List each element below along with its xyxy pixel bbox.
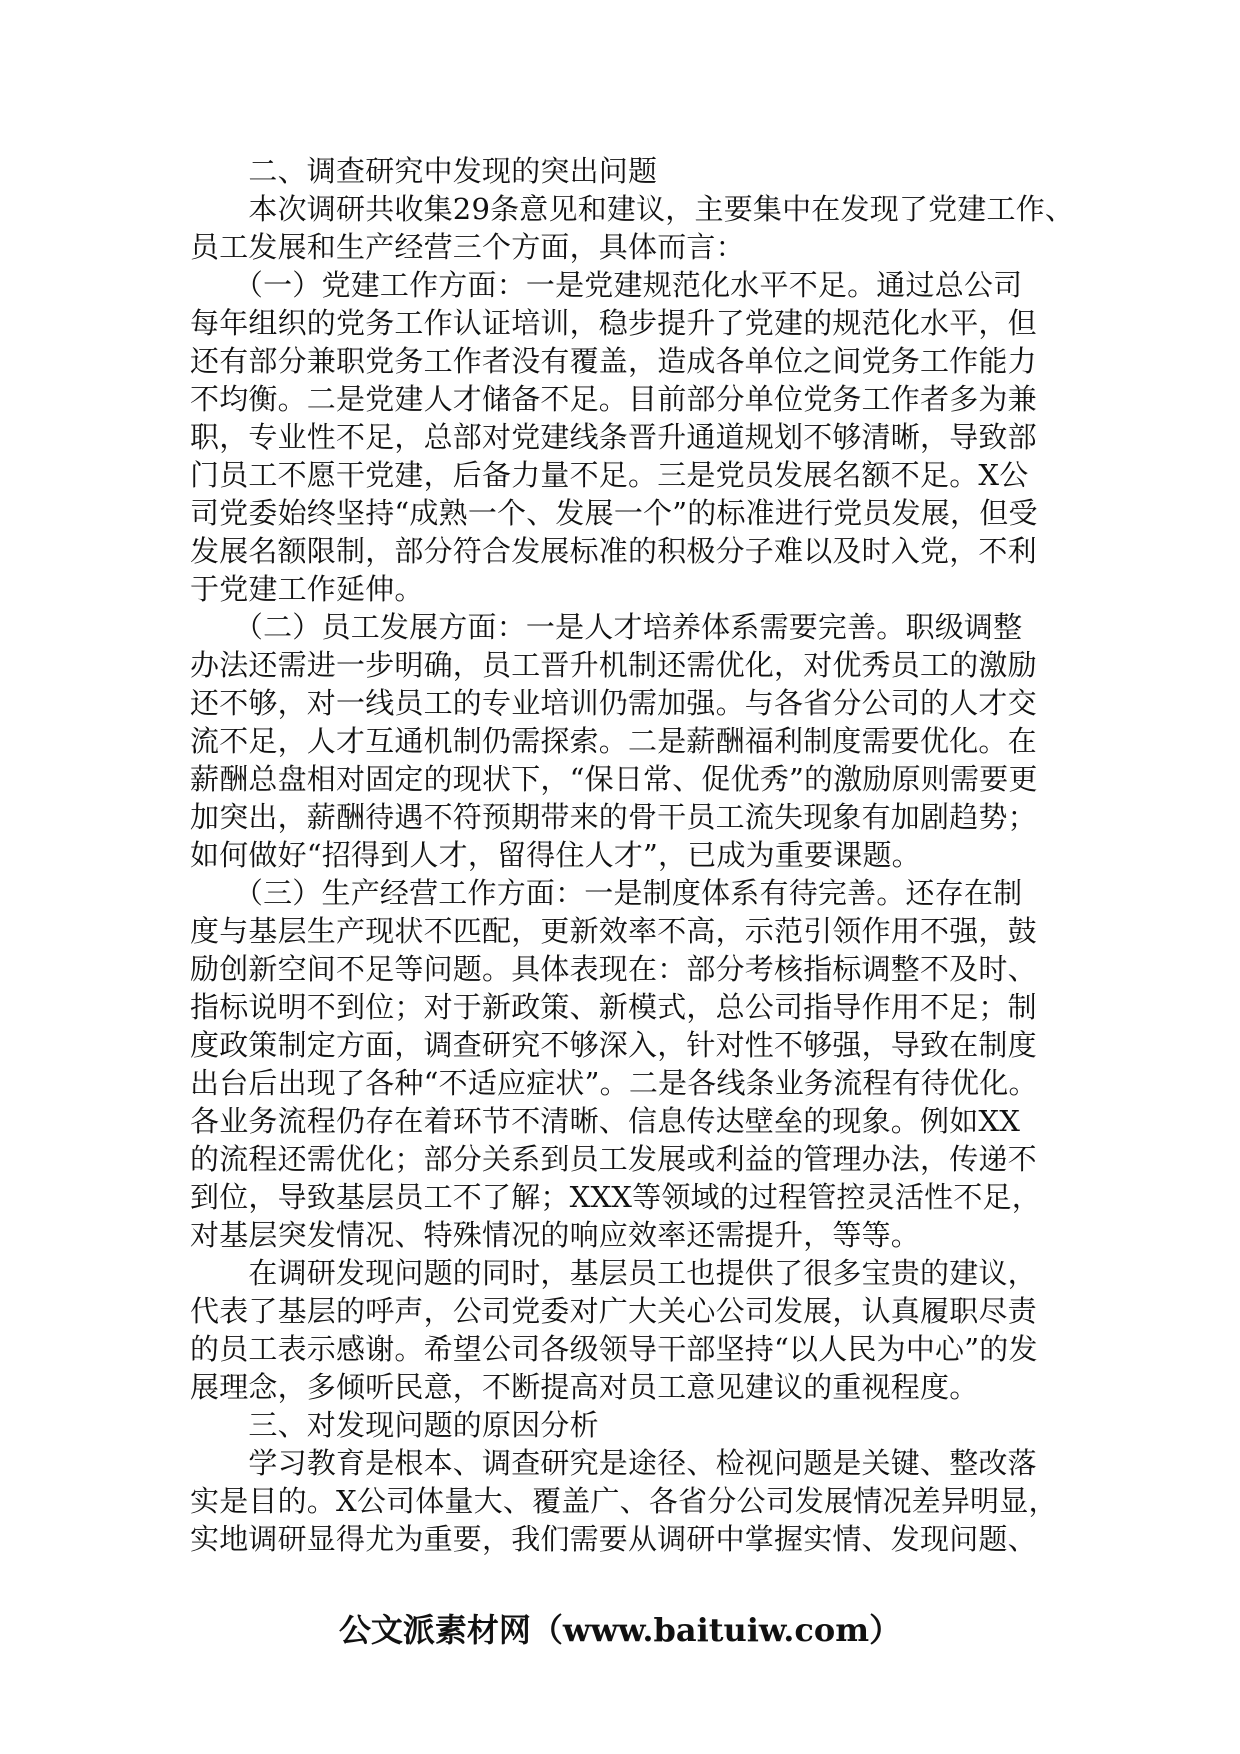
text-line: 出台后出现了各种“不适应症状”。二是各线条业务流程有待优化。 bbox=[190, 1066, 1038, 1100]
text-line: 学习教育是根本、调查研究是途径、检视问题是关键、整改落 bbox=[190, 1446, 1037, 1480]
text-line: 司党委始终坚持“成熟一个、发展一个”的标准进行党员发展，但受 bbox=[190, 496, 1038, 530]
text-line: 度与基层生产现状不匹配，更新效率不高，示范引领作用不强，鼓 bbox=[190, 914, 1037, 948]
text-line: 展理念，多倾听民意，不断提高对员工意见建议的重视程度。 bbox=[190, 1370, 979, 1404]
footer-watermark: 公文派素材网（www.baituiw.com） bbox=[338, 1611, 902, 1649]
text-line: 励创新空间不足等问题。具体表现在：部分考核指标调整不及时、 bbox=[190, 952, 1037, 986]
text-line: （二）员工发展方面：一是人才培养体系需要完善。职级调整 bbox=[190, 610, 1023, 644]
text-line: 门员工不愿干党建，后备力量不足。三是党员发展名额不足。X公 bbox=[190, 458, 1029, 492]
paragraph bbox=[190, 152, 1050, 190]
text-line: 对基层突发情况、特殊情况的响应效率还需提升，等等。 bbox=[190, 1218, 921, 1252]
text-line: 办法还需进一步明确，员工晋升机制还需优化，对优秀员工的激励 bbox=[190, 648, 1037, 682]
paragraph bbox=[190, 1406, 1050, 1444]
text-line: 到位，导致基层员工不了解；XXX等领域的过程管控灵活性不足， bbox=[190, 1180, 1041, 1214]
paragraph bbox=[190, 1444, 1058, 1558]
text-line: 员工发展和生产经营三个方面，具体而言： bbox=[190, 230, 745, 264]
text-line: 的流程还需优化；部分关系到员工发展或利益的管理办法，传递不 bbox=[190, 1142, 1037, 1176]
text-line: 的员工表示感谢。希望公司各级领导干部坚持“以人民为中心”的发 bbox=[190, 1332, 1038, 1366]
text-line: 还不够，对一线员工的专业培训仍需加强。与各省分公司的人才交 bbox=[190, 686, 1037, 720]
text-line: 在调研发现问题的同时，基层员工也提供了很多宝贵的建议， bbox=[190, 1256, 1037, 1290]
text-line: 指标说明不到位；对于新政策、新模式，总公司指导作用不足；制 bbox=[190, 990, 1037, 1024]
text-line: 流不足，人才互通机制仍需探索。二是薪酬福利制度需要优化。在 bbox=[190, 724, 1037, 758]
text-line: 每年组织的党务工作认证培训，稳步提升了党建的规范化水平，但 bbox=[190, 306, 1037, 340]
text-line: 还有部分兼职党务工作者没有覆盖，造成各单位之间党务工作能力 bbox=[190, 344, 1037, 378]
text-line: 发展名额限制，部分符合发展标准的积极分子难以及时入党，不利 bbox=[190, 534, 1037, 568]
text-line: （一）党建工作方面：一是党建规范化水平不足。通过总公司 bbox=[190, 268, 1023, 302]
paragraph bbox=[190, 608, 1050, 874]
paragraph bbox=[190, 190, 1075, 266]
document-body bbox=[190, 152, 1075, 1558]
text-line: （三）生产经营工作方面：一是制度体系有待完善。还存在制 bbox=[190, 876, 1023, 910]
text-line: 不均衡。二是党建人才储备不足。目前部分单位党务工作者多为兼 bbox=[190, 382, 1037, 416]
text-line: 职，专业性不足，总部对党建线条晋升通道规划不够清晰，导致部 bbox=[190, 420, 1037, 454]
text-line: 三、对发现问题的原因分析 bbox=[190, 1408, 599, 1442]
paragraph bbox=[190, 1254, 1050, 1406]
text-line: 如何做好“招得到人才，留得住人才”，已成为重要课题。 bbox=[190, 838, 921, 872]
text-line: 二、调查研究中发现的突出问题 bbox=[190, 154, 658, 188]
text-line: 代表了基层的呼声，公司党委对广大关心公司发展，认真履职尽责 bbox=[190, 1294, 1037, 1328]
text-line: 实是目的。X公司体量大、覆盖广、各省分公司发展情况差异明显， bbox=[190, 1484, 1058, 1518]
text-line: 各业务流程仍存在着环节不清晰、信息传达壁垒的现象。例如XX bbox=[190, 1104, 1021, 1138]
text-line: 加突出，薪酬待遇不符预期带来的骨干员工流失现象有加剧趋势； bbox=[190, 800, 1037, 834]
text-line: 本次调研共收集29条意见和建议，主要集中在发现了党建工作、 bbox=[190, 192, 1075, 226]
text-line: 薪酬总盘相对固定的现状下，“保日常、促优秀”的激励原则需要更 bbox=[190, 762, 1038, 796]
paragraph bbox=[190, 266, 1050, 608]
text-line: 实地调研显得尤为重要，我们需要从调研中掌握实情、发现问题、 bbox=[190, 1522, 1037, 1556]
text-line: 于党建工作延伸。 bbox=[190, 572, 424, 606]
paragraph bbox=[190, 874, 1050, 1254]
text-line: 度政策制定方面，调查研究不够深入，针对性不够强，导致在制度 bbox=[190, 1028, 1037, 1062]
